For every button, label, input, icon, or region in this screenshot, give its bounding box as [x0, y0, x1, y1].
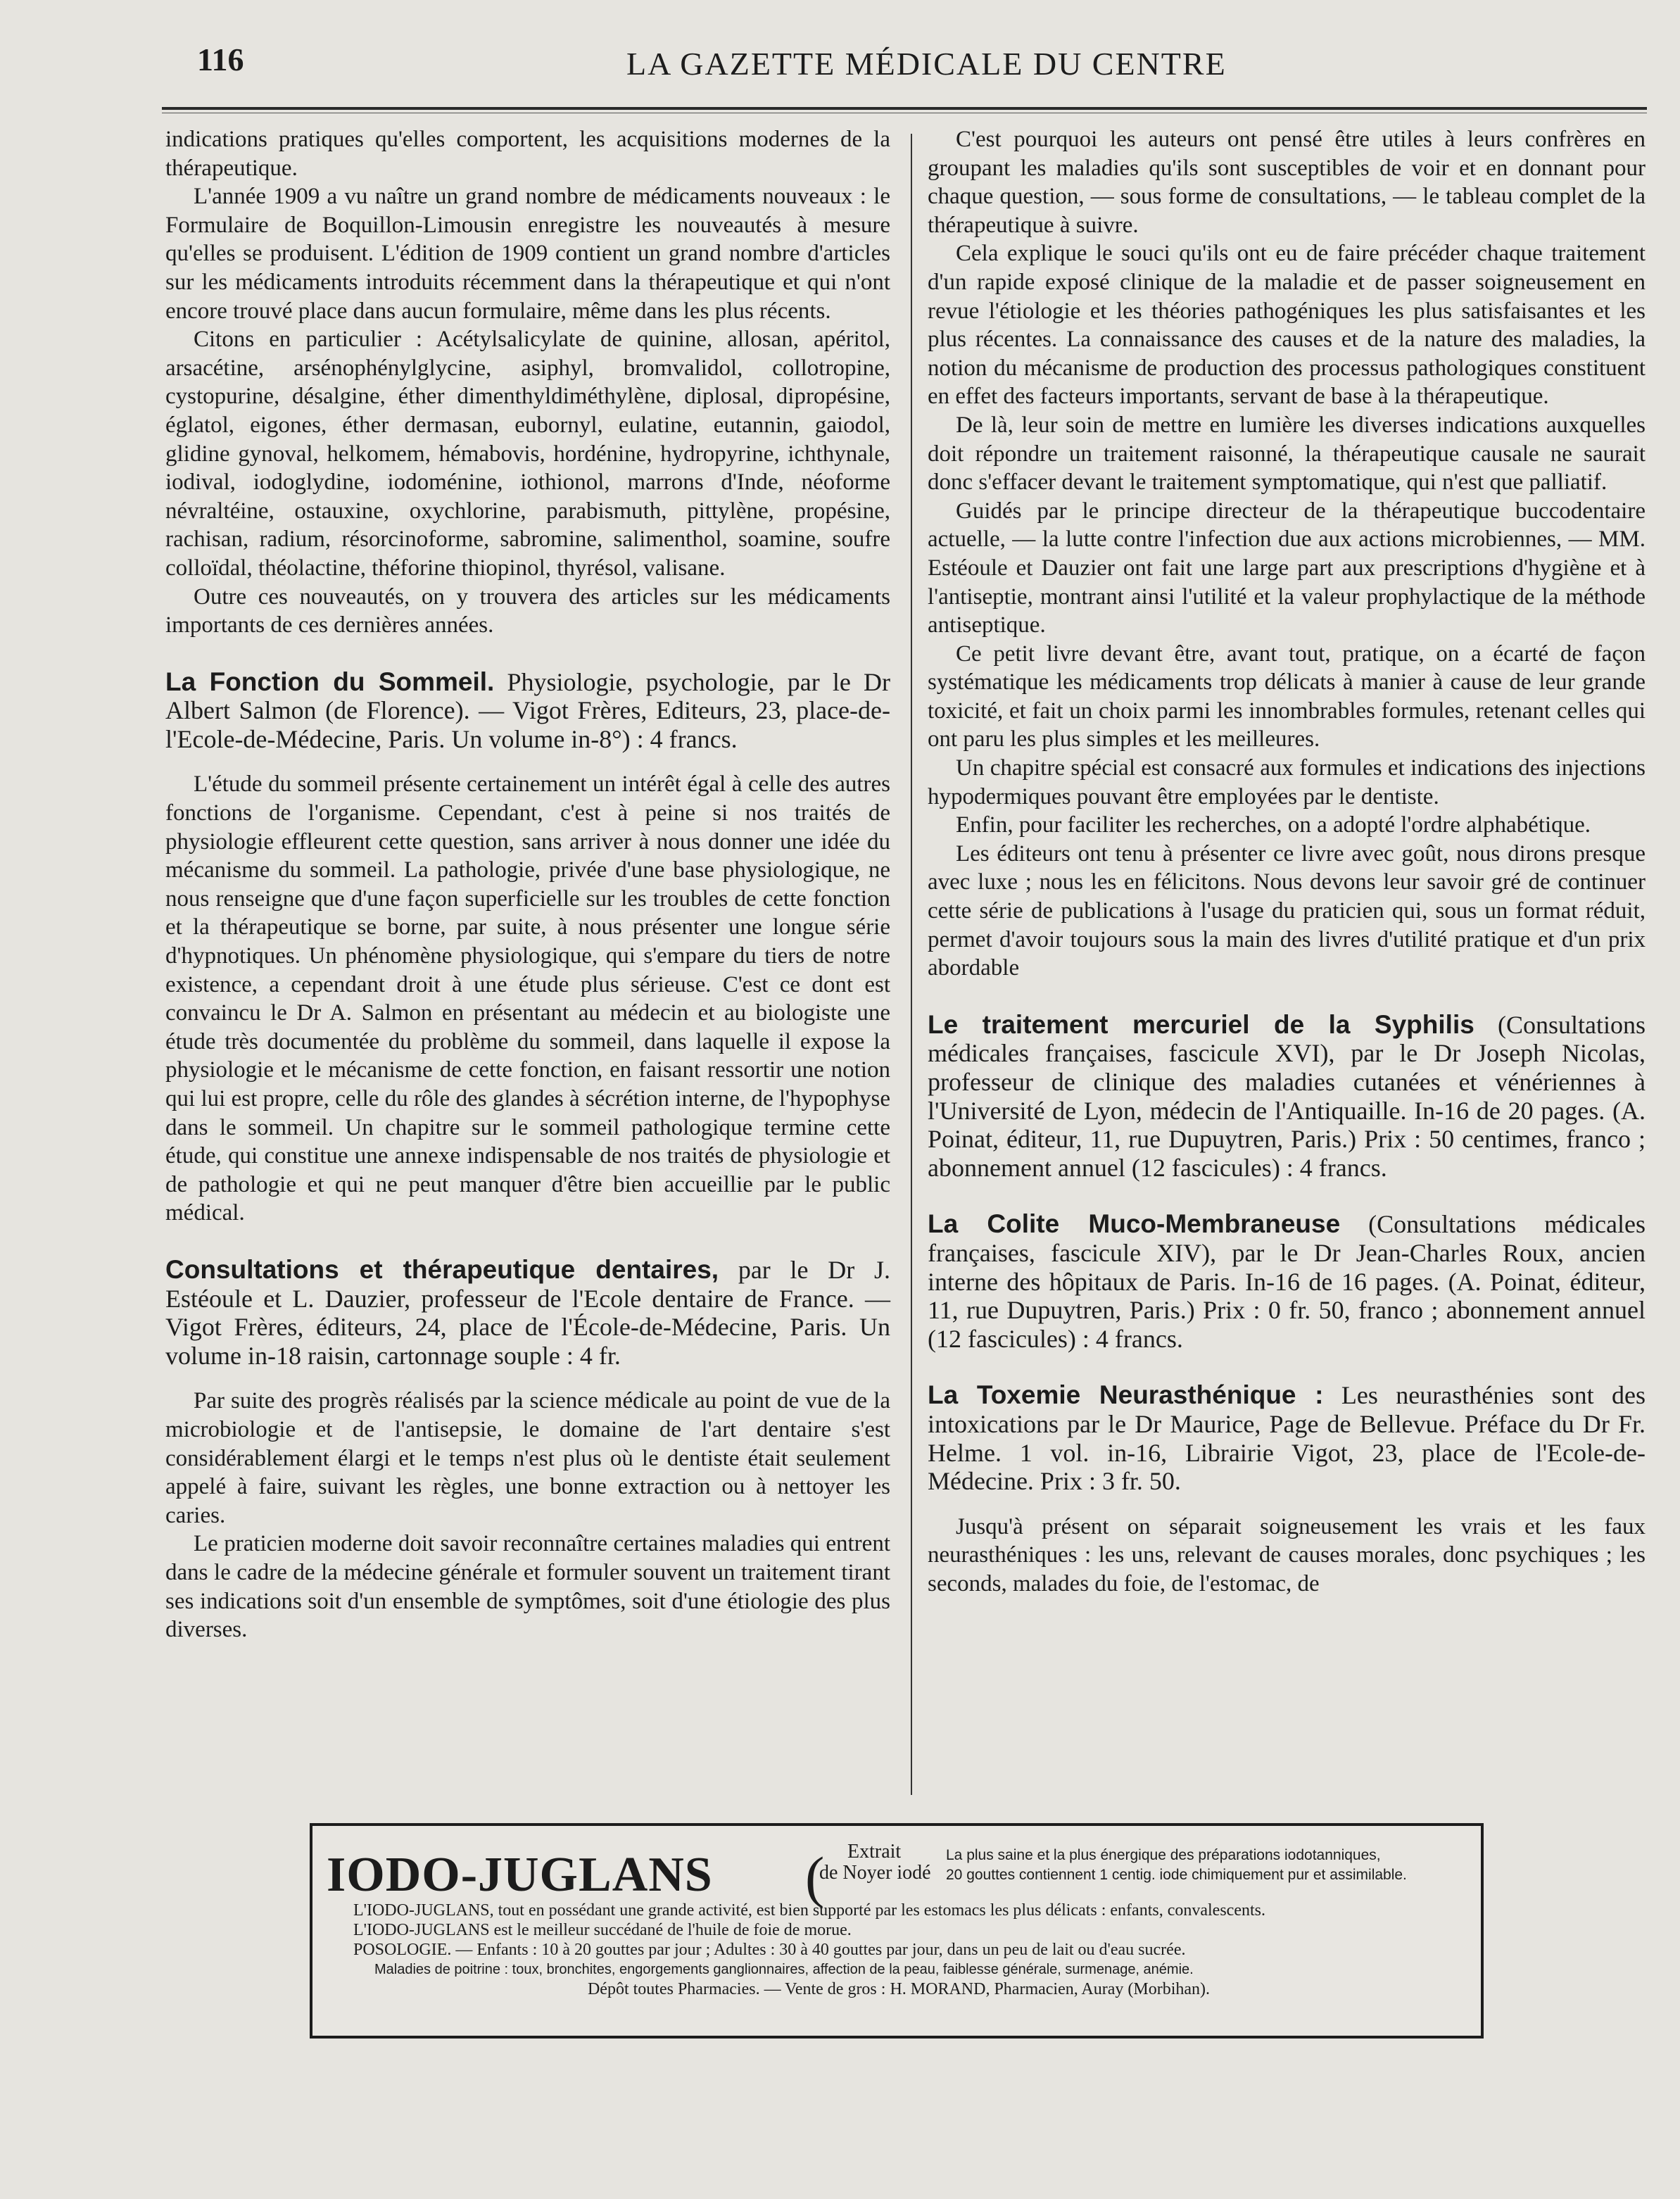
intro-formulaire-paragraph: L'année 1909 a vu naître un grand nombre de médicaments nouveaux : le Formulaire de Boquillon-Limousin enregistre les nouveautés à mesure qu'elles se produisent. L'édition de 1909 contient un grand nombre d'articles sur les médicaments introduits récemment dans la thérapeutique et qui n'ont encore trouvé place dans aucun formulaire, même dans les plus récents.: [165, 184, 890, 324]
review-colite: [928, 1210, 1646, 1353]
review-sommeil: [165, 668, 890, 754]
dentaires-continued-paragraph-2: Cela explique le souci qu'ils ont eu de faire précéder chaque traitement d'un rapide exposé clinique de la maladie et de passer soigneusement en revue l'étiologie et les théories pathogéniques les plus satisfaisantes et les plus récentes. La connaissance des causes et de la nature des maladies, la notion du mécanisme de production des processus pathologiques constituent en effet des facteurs importants, servant de base à la thérapeutique.: [928, 241, 1646, 410]
review-colite-heading: [928, 1210, 1646, 1353]
page-number: 116: [197, 42, 244, 77]
dentaires-continued-paragraph-6: Un chapitre spécial est consacré aux formules et indications des injections hypodermiques pouvant être employées par le dentiste.: [928, 755, 1646, 809]
advertisement-box: [310, 1823, 1484, 2039]
review-toxemie-body: Jusqu'à présent on séparait soigneusement les vrais et les faux neurasthéniques : les uns, relevant de causes morales, donc psychiques ; les seconds, malades du foie, de l'estomac, de: [928, 1513, 1646, 1596]
review-sommeil-title: La Fonction du Sommeil.: [165, 667, 495, 696]
ad-product-name: IODO-JUGLANS: [327, 1848, 713, 1902]
intro-continued-paragraph: indications pratiques qu'elles comportent, les acquisitions modernes de la thérapeutique.: [165, 127, 890, 181]
intro-closing-paragraph: Outre ces nouveautés, on y trouvera des articles sur les médicaments importants de ces dernières années.: [165, 584, 890, 638]
dentaires-continued-paragraph-3: De là, leur soin de mettre en lumière les diverses indications auxquelles doit répondre un traitement raisonné, la thérapeutique causale ne saurait donc s'effacer devant le traitement symptomatique, qui n'est que palliatif.: [928, 412, 1646, 496]
review-toxemie-title: La Toxemie Neurasthénique :: [928, 1380, 1324, 1410]
review-dentaires-title: Consultations et thérapeutique dentaires,: [165, 1254, 719, 1284]
page-header: [162, 41, 1647, 83]
review-syphilis-heading: [928, 1011, 1646, 1183]
ad-claim-2: 20 gouttes contiennent 1 centig. iode chimiquement pur et assimilable.: [946, 1867, 1407, 1883]
ad-extrait: [819, 1841, 931, 1884]
review-toxemie: [928, 1381, 1646, 1495]
ad-claim-1: La plus saine et la plus énergique des préparations iodotanniques,: [946, 1847, 1381, 1863]
review-dentaires-paragraph-1: Par suite des progrès réalisés par la science médicale au point de vue de la microbiologie et de l'antisepsie, le domaine de l'art dentaire s'est considérablement élargi et le temps n'est plus où le dentiste était seulement appelé à faire, suivant les règles, une bonne extraction ou à nettoyer les caries.: [165, 1388, 890, 1528]
column-divider: [911, 134, 912, 1795]
review-syphilis: [928, 1011, 1646, 1183]
ad-claims: [946, 1846, 1467, 1885]
review-sommeil-heading: [165, 668, 890, 754]
dentaires-continued-paragraph-7: Enfin, pour faciliter les recherches, on a adopté l'ordre alphabétique.: [956, 812, 1591, 838]
ad-line-5: Dépôt toutes Pharmacies. — Vente de gros : H. MORAND, Pharmacien, Auray (Morbihan).: [587, 1980, 1211, 1998]
review-colite-citation: (Consultations médicales françaises, fascicule XIV), par le Dr Jean-Charles Roux, ancien interne des hôpitaux de Paris. In-16 de 16 pages. (A. Poinat, éditeur, 11, rue Dupuytren, Paris.) Prix : 0 fr. 50, franco ; abonnement annuel (12 fascicules) : 4 francs.: [928, 1210, 1646, 1353]
header-rule: [162, 107, 1647, 110]
review-dentaires: [165, 1256, 890, 1370]
ad-line-4: Maladies de poitrine : toux, bronchites, engorgements ganglionnaires, affection de la peau, faiblesse générale, surmenage, anémie.: [374, 1962, 1194, 1977]
ad-line-2: L'IODO-JUGLANS est le meilleur succédané de l'huile de foie de morue.: [353, 1921, 852, 1939]
right-column: [928, 125, 1646, 1599]
dentaires-continued-paragraph-4: Guidés par le principe directeur de la thérapeutique buccodentaire actuelle, — la lutte contre l'infection due aux actions microbiennes, — MM. Estéoule et Dauzier ont fait une large part aux prescriptions d'hygiène et à l'antiseptie, montrant ainsi l'utilité et la valeur prophylactique de la méthode antiseptique.: [928, 498, 1646, 638]
journal-title: LA GAZETTE MÉDICALE DU CENTRE: [626, 46, 1227, 82]
ad-body: [332, 1901, 1465, 1999]
review-dentaires-citation: par le Dr J. Estéoule et L. Dauzier, professeur de l'Ecole dentaire de France. — Vigot Frères, éditeurs, 24, place de l'École-de-Médecine, Paris. Un volume in-18 raisin, cartonnage souple : 4 fr.: [165, 1255, 890, 1370]
review-sommeil-citation: Physiologie, psychologie, par le Dr Albert Salmon (de Florence). — Vigot Frères, Editeurs, 23, place-de-l'Ecole-de-Médecine, Paris. Un volume in-8°) : 4 francs.: [165, 667, 891, 753]
review-dentaires-heading: [165, 1256, 890, 1370]
ad-brace: (: [805, 1845, 825, 1909]
review-syphilis-citation: (Consultations médicales françaises, fascicule XVI), par le Dr Joseph Nicolas, professeur de clinique des maladies cutanées et vénériennes à l'Université de Lyon, médecin de l'Antiquaille. In-16 de 20 pages. (A. Poinat, éditeur, 11, rue Dupuytren, Paris.) Prix : 50 centimes, franco ; abonnement annuel (12 fascicules) : 4 francs.: [928, 1010, 1646, 1182]
ad-line-3: POSOLOGIE. — Enfants : 10 à 20 gouttes par jour ; Adultes : 30 à 40 gouttes par jour, dans un peu de lait ou d'eau sucrée.: [353, 1941, 1186, 1959]
review-toxemie-heading: [928, 1381, 1646, 1495]
review-sommeil-body: L'étude du sommeil présente certainement un intérêt égal à celle des autres fonctions de l'organisme. Cependant, c'est à peine si nos traités de physiologie effleurent cette question, sans arriver à nous donner une idée du mécanisme du sommeil. La pathologie, privée d'une base physiologique, ne nous renseigne que d'une façon superficielle sur les troubles de cette fonction et la thérapeutique se borne, par suite, à nous présenter une longue série d'hypnotiques. Un phénomène physiologique, qui s'empare du tiers de notre existence, a cependant droit à une étude plus sérieuse. C'est ce dont est convaincu le Dr A. Salmon en présentant au médecin et au biologiste une étude très documentée du problème du sommeil, dans laquelle il expose la physiologie et le mécanisme de cette fonction, en faisant ressortir une notion qui lui est propre, celle du rôle des glandes à sécrétion interne, de l'hypophyse dans le sommeil. Un chapitre sur le sommeil pathologique termine cette étude, qui constitue une annexe indispensable de nos traités de physiologie et de pathologie et qui ne peut manquer d'être bien accueillie par le public médical.: [165, 771, 890, 1226]
review-dentaires-paragraph-2: Le praticien moderne doit savoir reconnaître certaines maladies qui entrent dans le cadre de la médecine générale et formuler souvent un traitement tirant ses indications soit d'un ensemble de symptômes, soit d'une étiologie des plus diverses.: [165, 1531, 890, 1643]
dentaires-continued-paragraph-1: C'est pourquoi les auteurs ont pensé être utiles à leurs confrères en groupant les maladies qu'ils sont susceptibles de voir et en donnant pour chaque question, — sous forme de consultations, — le tableau complet de la thérapeutique à suivre.: [928, 127, 1646, 238]
review-toxemie-citation: Les neurasthénies sont des intoxications par le Dr Maurice, Page de Bellevue. Préface du Dr Fr. Helme. 1 vol. in-16, Librairie Vigot, 23, place de l'Ecole-de-Médecine. Prix : 3 fr. 50.: [928, 1381, 1646, 1496]
dentaires-continued-paragraph-5: Ce petit livre devant être, avant tout, pratique, on a écarté de façon systématique les médicaments trop délicats à manier à cause de leur grande toxicité, et fait un choix parmi les innombrables formules, retenant celles qui ont paru les plus simples et les meilleures.: [928, 641, 1646, 752]
intro-drug-list-paragraph: Citons en particulier : Acétylsalicylate de quinine, allosan, apéritol, arsacétine, arsénophénylglycine, asiphyl, bromvalidol, collotropine, cystopurine, désalgine, éther dimenthyldiméthylène, diplosal, dipropésine, églatol, eigones, éther dermasan, eubornyl, eulatine, eutannin, gaiodol, glidine gynoval, helkomem, hémabovis, hordénine, hydropyrine, ichthynale, iodival, iodoglydine, iodoménine, iothionol, marrons d'Inde, néoforme névraltéine, ostauxine, oxychlorine, parabismuth, pittylène, propésine, rachisan, radium, résorcinoforme, sabromine, salimenthol, soamine, soufre colloïdal, théolactine, théforine thiopinol, thyrésol, valisane.: [165, 327, 890, 581]
ad-extrait-line-2: de Noyer iodé: [819, 1862, 931, 1884]
ad-extrait-line-1: Extrait: [847, 1841, 902, 1863]
left-column: [165, 125, 890, 1644]
ad-line-1: L'IODO-JUGLANS, tout en possédant une grande activité, est bien supporté par les estomacs les plus délicats : enfants, convalescents.: [353, 1901, 1265, 1920]
dentaires-continued-paragraph-8: Les éditeurs ont tenu à présenter ce livre avec goût, nous dirons presque avec luxe ; nous les en félicitons. Nous devons leur savoir gré de continuer cette série de publications à l'usage du praticien qui, sous un format réduit, permet d'avoir toujours sous la main des livres d'utilité pratique et d'un prix abordable: [928, 840, 1646, 981]
review-colite-title: La Colite Muco-Membraneuse: [928, 1209, 1341, 1239]
review-syphilis-title: Le traitement mercuriel de la Syphilis: [928, 1009, 1474, 1039]
